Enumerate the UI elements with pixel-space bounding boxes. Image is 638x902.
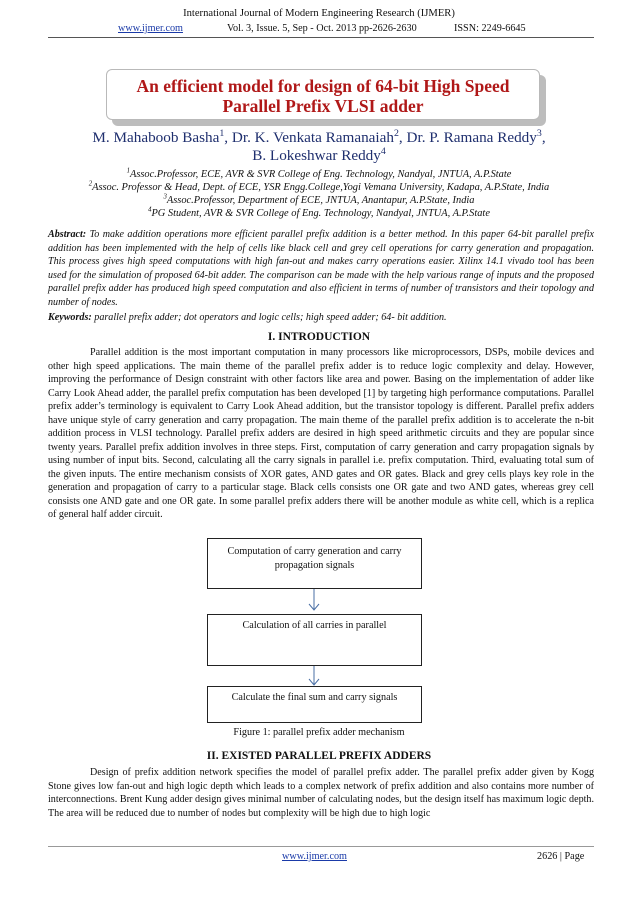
affiliation-1-num: 1	[126, 167, 130, 175]
authors-line-2	[0, 147, 638, 165]
author-3-sup: 3	[536, 127, 542, 139]
section-2-body: Design of prefix addition network specifies the model of parallel prefix adder. The parallel prefix adder given by Kogg Stone gives low fan-out and high logic depth which leads to a complex network of prefix addition and also contains more number of interconnections. Brent Kung adder design gives minimal number of calculating nodes, but the design itself has maximum logic depth. The area will be reduced due to number of nodes but complexity will be high due to high logic	[48, 767, 594, 819]
author-2: Dr. K. Venkata Ramanaiah	[231, 129, 394, 146]
flow-box-carry-signals: Computation of carry generation and carry propagation signals	[207, 538, 422, 589]
section-1-body: Parallel addition is the most important computation in many processors like microprocessors, DSPs, mobile devices and other high speed applications. The main theme of the parallel prefix adder is to reduce logic complexity and delay. However, improving the performance of Design constraint with other factors like area and power. Basing on the implementation of adder like Carry Look Ahead adder, the parallel prefix computation has been developed [1] by targeting high performance computations. Parallel prefix adder’s terminology is equivalent to Carry Look Ahead addition, but the transistor topology is different. Parallel prefix adders have unique style of carry generation and carry propagation. The main theme of the parallel prefix addition is to accelerate the n-bit addition process in VLSI technology. Parallel prefix adders are desired in high speed arithmetic circuits and they are popular since twenty years. Parallel prefix addition involves in three steps. First, computation of carry generation and carry propagation signals by using number of input bits. Second, calculating all the carry signals in parallel i.e. prefix computation. Third, evaluating total sum of the given inputs. The entire mechanism consists of XOR gates, AND gates and OR gates. Black and grey cells plays key role in the generation and propagation of carry to a particular stage. Black cells consists one OR gate and two AND gates, whereas grey cell consists one AND gate and one OR gate. In some parallel prefix adders there will be another module as white cell, which is a replica of general half adder circuit.	[48, 347, 594, 520]
page-number: 2626 | Page	[537, 851, 585, 862]
flow-arrow-1	[307, 589, 321, 617]
journal-url-link[interactable]: www.ijmer.com	[118, 23, 183, 34]
title-box	[106, 69, 540, 120]
abstract	[48, 228, 594, 309]
figure-1-caption: Figure 1: parallel prefix adder mechanism	[233, 727, 405, 738]
title-line-2: Parallel Prefix VLSI adder	[222, 96, 424, 116]
affiliation-2-num: 2	[88, 180, 93, 188]
author-4-sup: 4	[380, 145, 386, 157]
journal-name: International Journal of Modern Engineering Research (IJMER)	[183, 8, 455, 19]
author-1: M. Mahaboob Basha	[92, 129, 220, 146]
author-1-sup: 1	[219, 127, 225, 139]
author-3: Dr. P. Ramana Reddy	[406, 129, 537, 146]
keywords-text: parallel prefix adder; dot operators and logic cells; high speed adder; 64- bit addition.	[94, 312, 447, 323]
flow-box-parallel-carries: Calculation of all carries in parallel	[207, 614, 422, 666]
affiliation-2-text: Assoc. Professor & Head, Dept. of ECE, YSR Engg.College,Yogi Vemana University, Kadapa, A.P.State, India	[92, 182, 550, 193]
affiliation-3	[0, 195, 638, 207]
affiliation-1-text: Assoc.Professor, ECE, AVR & SVR College of Eng. Technology, Nandyal, JNTUA, A.P.State	[129, 169, 512, 180]
affiliation-3-text: Assoc.Professor, Department of ECE, JNTUA, Anantapur, A.P.State, India	[166, 195, 475, 206]
affiliation-1	[0, 169, 638, 181]
affiliation-3-num: 3	[163, 193, 167, 201]
title-line-1: An efficient model for design of 64-bit High Speed	[136, 76, 510, 96]
author-2-sup: 2	[393, 127, 399, 139]
footer-url-link[interactable]: www.ijmer.com	[282, 851, 347, 862]
header-rule	[48, 37, 594, 38]
abstract-text: To make addition operations more efficient parallel prefix addition is a better method. In this paper 64-bit parallel prefix addition has been implemented with the help of cells like black cell and grey cell operations for carry generation and propagation. This process gives high speed computations with high fan-out and makes carry operations easier. Xilinx 14.1 vivado tool has been used for the simulation of proposed 64-bit adder. The comparison can be made with the help various range of inputs and the proposed parallel prefix adder has produced high speed computation and also efficient in terms of number of transistors and their topology and number of nodes.	[48, 229, 594, 308]
section-2-heading: II. EXISTED PARALLEL PREFIX ADDERS	[206, 750, 432, 762]
keywords-label: Keywords:	[48, 312, 92, 323]
affiliation-4-text: PG Student, AVR & SVR College of Eng. Technology, Nandyal, JNTUA, A.P.State	[151, 208, 490, 219]
issue-info: Vol. 3, Issue. 5, Sep - Oct. 2013 pp-2626-2630	[227, 23, 417, 34]
issn: ISSN: 2249-6645	[454, 23, 526, 34]
affiliation-4-num: 4	[148, 206, 152, 214]
affiliation-2	[0, 182, 638, 194]
section-1-heading: I. INTRODUCTION	[267, 331, 371, 343]
abstract-label: Abstract:	[48, 229, 87, 240]
author-4: B. Lokeshwar Reddy	[252, 147, 381, 164]
keywords	[48, 311, 594, 325]
authors-line-1: M. Mahaboob Basha$^1$, Dr. K. Venkata Ramanaiah$^2$, Dr. P. Ramana Reddy$^3$,	[92, 127, 546, 146]
affiliation-4	[0, 208, 638, 220]
flow-box-final-sum: Calculate the final sum and carry signals	[207, 686, 422, 723]
footer-rule	[48, 846, 594, 847]
